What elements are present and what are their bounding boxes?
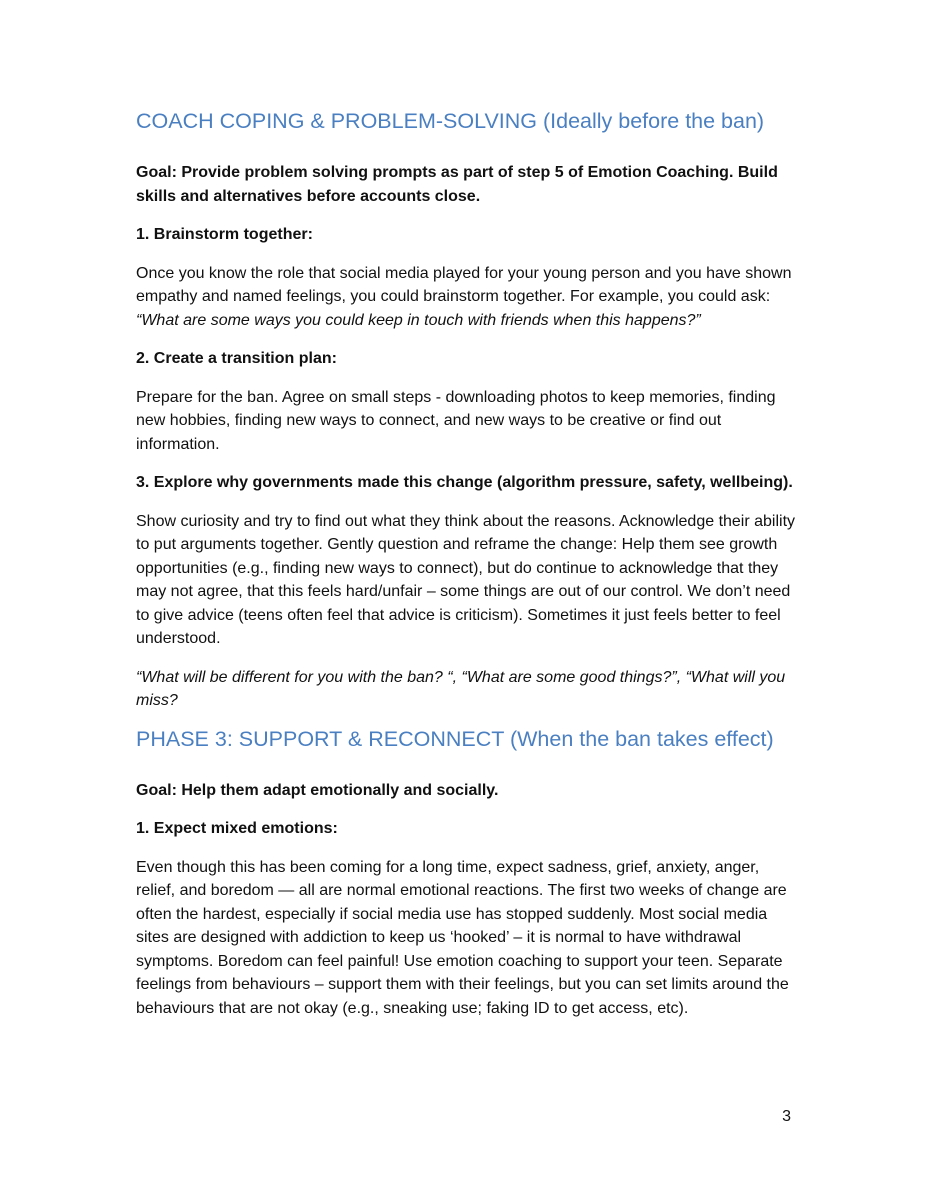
step-quote-brainstorm: “What are some ways you could keep in touch with friends when this happens?” (136, 311, 701, 329)
step-quote-explore-why: “What will be different for you with the ban? “, “What are some good things?”, “What will you miss? (136, 668, 786, 709)
step-title-transition-plan: 2. Create a transition plan: (136, 350, 337, 367)
step-title-mixed-emotions: 1. Expect mixed emotions: (136, 820, 338, 837)
document-page (136, 106, 796, 1020)
page-number: 3 (782, 1108, 791, 1125)
step-text-mixed-emotions: Even though this has been coming for a long time, expect sadness, grief, anxiety, anger, relief, and boredom — all are normal emotional reactions. The first two weeks of change are often the hardest, especially if social media use has stopped suddenly. Most social media sites are designed with addiction to keep us ‘hooked’ – it is normal to have withdrawal symptoms. Boredom can feel painful! Use emotion coaching to support your teen. Separate feelings from behaviours – support them with their feelings, but you can set limits around the behaviours that are not okay (e.g., sneaking use; faking ID to get access, etc). (136, 858, 789, 1017)
section-goal: Goal: Provide problem solving prompts as part of step 5 of Emotion Coaching. Build skills and alternatives before accounts close. (136, 164, 778, 205)
step-title-brainstorm: 1. Brainstorm together: (136, 226, 313, 243)
step-text-transition-plan: Prepare for the ban. Agree on small steps - downloading photos to keep memories, finding new hobbies, finding new ways to connect, and new ways to be creative or find out information. (136, 388, 776, 453)
step-text-brainstorm-body: Once you know the role that social media played for your young person and you have shown empathy and named feelings, you could brainstorm together. For example, you could ask: (136, 264, 792, 305)
step-title-explore-why: 3. Explore why governments made this change (algorithm pressure, safety, wellbeing). (136, 474, 793, 491)
section-goal-phase-3: Goal: Help them adapt emotionally and socially. (136, 781, 499, 799)
step-text-brainstorm (136, 262, 796, 333)
step-text-explore-why: Show curiosity and try to find out what they think about the reasons. Acknowledge their ability to put arguments together. Gently question and reframe the change: Help them see growth opportunities (e.g., finding new ways to connect), but do continue to acknowledge that they may not agree, that this feels hard/unfair – some things are out of our control. We don’t need to give advice (teens often feel that advice is criticism). Sometimes it just feels better to feel understood. (136, 512, 796, 647)
section-heading-coach-coping: COACH COPING & PROBLEM-SOLVING (Ideally before the ban) (136, 109, 765, 133)
section-heading-phase-3: PHASE 3: SUPPORT & RECONNECT (When the ban takes effect) (136, 726, 774, 751)
